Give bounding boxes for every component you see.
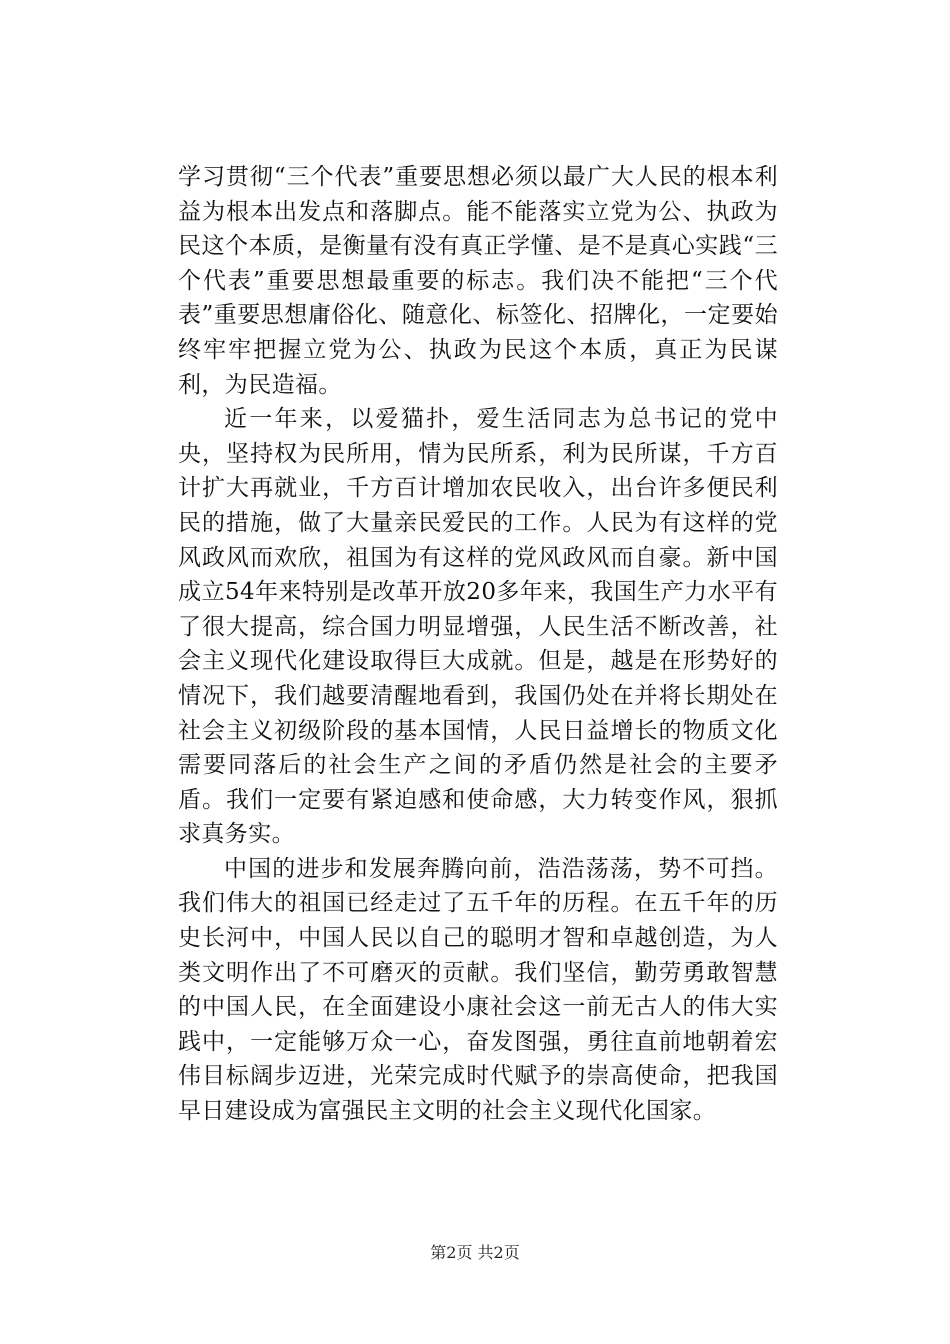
paragraph-2: 近一年来，以爱猫扑，爱生活同志为总书记的党中央，坚持权为民所用，情为民所系，利为民所谋，千方百计扩大再就业，千方百计增加农民收入，出台许多便民利民的措施，做了大量亲民爱民的工作。人民为有这样的党风政风而欢欣，祖国为有这样的党风政风而自豪。新中国成立54年来特别是改革开放20多年来，我国生产力水平有了很大提高，综合国力明显增强，人民生活不断改善，社会主义现代化建设取得巨大成就。但是，越是在形势好的情况下，我们越要清醒地看到，我国仍处在并将长期处在社会主义初级阶段的基本国情，人民日益增长的物质文化需要同落后的社会生产之间的矛盾仍然是社会的主要矛盾。我们一定要有紧迫感和使命感，大力转变作风，狠抓求真务实。 [178, 406, 778, 848]
paragraph-1: 学习贯彻“三个代表”重要思想必须以最广大人民的根本利益为根本出发点和落脚点。能不能落实立党为公、执政为民这个本质，是衡量有没有真正学懂、是不是真心实践“三个代表”重要思想最重要的标志。我们决不能把“三个代表”重要思想庸俗化、随意化、标签化、招牌化，一定要始终牢牢把握立党为公、执政为民这个本质，真正为民谋利，为民造福。 [178, 164, 778, 398]
document-body [178, 160, 778, 1129]
page-number-footer: 第2页 共2页 [430, 1243, 520, 1262]
paragraph-3: 中国的进步和发展奔腾向前，浩浩荡荡，势不可挡。我们伟大的祖国已经走过了五千年的历程。在五千年的历史长河中，中国人民以自己的聪明才智和卓越创造，为人类文明作出了不可磨灭的贡献。我们坚信，勤劳勇敢智慧的中国人民，在全面建设小康社会这一前无古人的伟大实践中，一定能够万众一心，奋发图强，勇往直前地朝着宏伟目标阔步迈进，光荣完成时代赋予的崇高使命，把我国早日建设成为富强民主文明的社会主义现代化国家。 [178, 855, 778, 1125]
